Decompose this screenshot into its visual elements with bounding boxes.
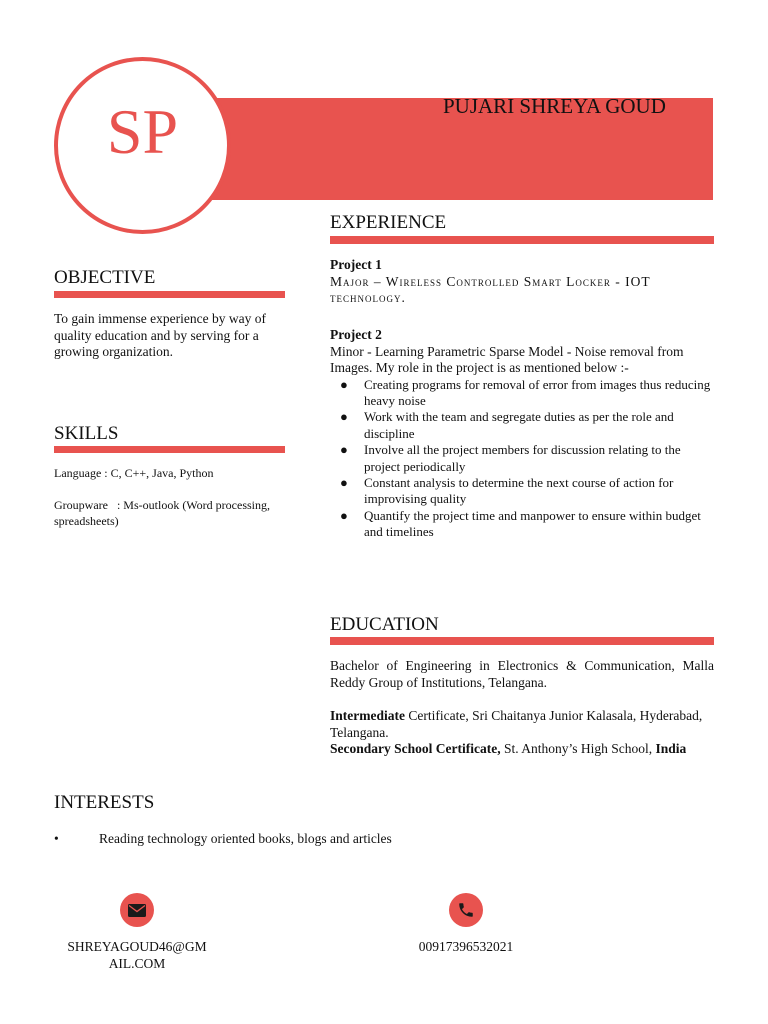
project-1-label: Project 1 [330,257,382,272]
project-2-role: Images. My role in the project is as mentioned below :- [330,360,629,375]
objective-title: OBJECTIVE [54,267,156,288]
objective-line: growing organization. [54,344,173,359]
objective-line: To gain immense experience by way of [54,311,266,326]
objective-text [54,311,294,361]
initials: SP [106,96,179,167]
duty-text: Creating programs for removal of error from images thus reducing heavy noise [364,376,711,408]
education-degree-line: Bachelor of Engineering in Electronics & Communication, Malla [330,658,714,673]
education-ssc-detail: St. Anthony’s High School, [500,741,656,756]
project-2 [330,327,714,541]
project-1-title: Major – Wireless Controlled Smart Locker - IOT [330,273,651,289]
education-intermediate-label: Intermediate [330,708,405,723]
list-item [340,442,714,475]
duty-text: Quantify the project time and manpower to ensure within budget and timelines [364,507,701,540]
list-item [340,409,714,442]
interest-bullet: • [54,831,59,846]
education-degree [330,658,714,691]
education-rule [330,637,714,645]
bullet-icon: ● [340,376,348,392]
skills-groupware-line: Groupware : Ms-outlook (Word processing, [54,498,270,512]
education-intermediate-detail-cont: Telangana. [330,724,389,740]
education-degree-line: Reddy Group of Institutions, Telangana. [330,674,548,690]
project-2-duties [330,377,714,541]
interests-title: INTERESTS [54,792,155,813]
experience-title: EXPERIENCE [330,212,447,233]
contact-email[interactable] [52,938,222,972]
project-2-label: Project 2 [330,327,382,342]
education-ssc-country: India [655,741,687,756]
education-intermediate [330,708,714,758]
bullet-icon: ● [340,409,348,425]
project-1-title-cont: technology. [330,290,406,305]
duty-text: Constant analysis to determine the next course of action for improvising quality [364,474,674,507]
project-1 [330,257,714,307]
skills-title: SKILLS [54,423,119,444]
project-2-title: Minor - Learning Parametric Sparse Model - Noise removal from [330,343,684,359]
interest-item: Reading technology oriented books, blogs and articles [99,831,392,846]
skills-language: Language : C, C++, Java, Python [54,466,214,480]
skills-groupware-line: spreadsheets) [54,514,119,528]
skills-rule [54,446,285,453]
mail-icon[interactable] [120,893,154,927]
bullet-icon: ● [340,442,348,458]
education-ssc-label: Secondary School Certificate, [330,741,501,756]
objective-line: quality education and by serving for a [54,327,259,343]
objective-rule [54,291,285,298]
education-intermediate-detail: Certificate, Sri Chaitanya Junior Kalasala, Hyderabad, [404,708,703,723]
contact-email-line: SHREYAGOUD46@GM [67,939,207,954]
contact-email-line: AIL.COM [108,956,166,971]
experience-rule [330,236,714,244]
phone-icon[interactable] [449,893,483,927]
duty-text: Involve all the project members for discussion relating to the project periodically [364,442,681,474]
skills-groupware [54,497,294,529]
bullet-icon: ● [340,507,348,523]
contact-phone[interactable]: 00917396532021 [418,939,514,954]
education-title: EDUCATION [330,614,439,635]
candidate-name: PUJARI SHREYA GOUD [443,94,666,118]
list-item [340,507,714,541]
duty-text: Work with the team and segregate duties as per the role and discipline [364,409,674,441]
bullet-icon: ● [340,474,348,490]
list-item [340,376,714,410]
list-item [340,474,714,508]
